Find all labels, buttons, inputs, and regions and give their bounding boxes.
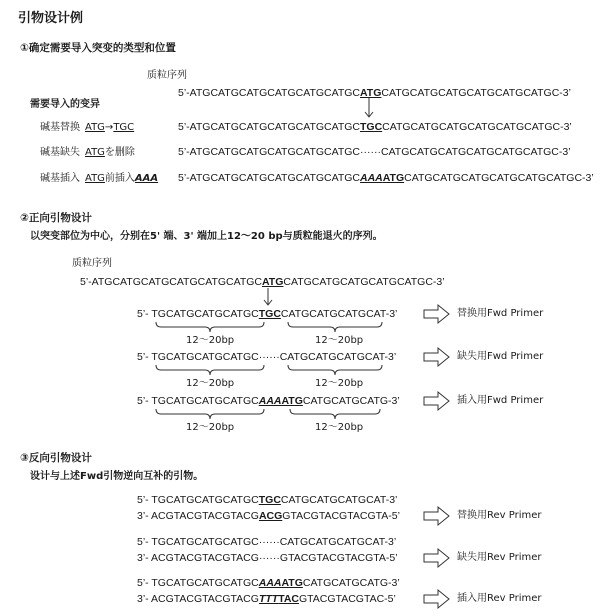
s2-range-label: 12～20bp	[315, 422, 364, 433]
s2-plasmid-label: 质粒序列	[72, 258, 112, 269]
s1-row-deletion-seq: 5’-ATGCATGCATGCATGCATGCATGC······CATGCATGCATGCATGCATGCATGC-3’	[178, 146, 571, 158]
s2-range-label: 12～20bp	[186, 335, 235, 346]
s3-rev-substitution-label: 替换用Rev Primer	[457, 510, 542, 521]
right-arrow-icon	[424, 549, 449, 567]
s1-row-insertion-name: 碱基插入	[40, 173, 80, 184]
brace-icon	[290, 409, 380, 419]
s2-range-label: 12～20bp	[186, 378, 235, 389]
s2-fwd-substitution-primer: 5’- TGCATGCATGCATGCTGCCATGCATGCATGCAT-3’	[137, 308, 398, 320]
right-arrow-icon	[424, 305, 449, 323]
s1-row-substitution-seq: 5’-ATGCATGCATGCATGCATGCATGCTGCCATGCATGCATGCATGCATGCATGC-3’	[178, 121, 572, 133]
page-title: 引物设计例	[18, 11, 84, 26]
s2-down-arrow-icon	[264, 288, 272, 305]
brace-icon	[288, 322, 382, 332]
s2-range-label: 12～20bp	[315, 335, 364, 346]
s1-row-substitution-desc: ATG→TGC	[85, 122, 135, 133]
section3-heading: ③反向引物设计	[20, 452, 92, 464]
s2-fwd-insertion-primer: 5’- TGCATGCATGCATGCAAAATGCATGCATGCATG-3’	[137, 395, 400, 407]
brace-icon	[156, 322, 264, 332]
s2-fwd-substitution-label: 替换用Fwd Primer	[457, 308, 544, 319]
brace-icon	[156, 365, 264, 375]
s3-pair-deletion-bottom: 3’- ACGTACGTACGTACG······GTACGTACGTACGTA-5’	[137, 552, 398, 564]
s2-description: 以突变部位为中心，分别在5' 端、3' 端加上12～20 bp与质粒能退火的序列。	[30, 231, 383, 242]
s2-plasmid-sequence: 5’-ATGCATGCATGCATGCATGCATGCATGCATGCATGCATGCATGCATGC-3’	[80, 276, 445, 288]
s1-row-deletion-desc: ATGを删除	[85, 147, 135, 158]
s1-row-insertion-seq: 5’-ATGCATGCATGCATGCATGCATGCAAAATGCATGCATGCATGCATGCATGCATGC-3’	[178, 172, 594, 184]
s3-rev-insertion-label: 插入用Rev Primer	[457, 593, 542, 604]
s3-description: 设计与上述Fwd引物逆向互补的引物。	[30, 471, 204, 482]
s1-plasmid-label: 质粒序列	[147, 70, 187, 81]
right-arrow-icon	[424, 590, 449, 608]
right-arrow-icon	[424, 392, 449, 410]
s3-pair-substitution-bottom: 3’- ACGTACGTACGTACGACGGTACGTACGTACGTA-5’	[137, 510, 400, 522]
s3-pair-substitution-top: 5’- TGCATGCATGCATGCTGCCATGCATGCATGCAT-3’	[137, 494, 398, 506]
s3-rev-deletion-label: 缺失用Rev Primer	[457, 552, 542, 563]
s1-plasmid-sequence: 5’-ATGCATGCATGCATGCATGCATGCATGCATGCATGCATGCATGCATGCATGC-3’	[178, 87, 571, 99]
s2-fwd-deletion-label: 缺失用Fwd Primer	[457, 351, 544, 362]
s2-range-label: 12～20bp	[315, 378, 364, 389]
s1-down-arrow-icon	[365, 98, 373, 117]
s2-range-label: 12～20bp	[186, 422, 235, 433]
right-arrow-icon	[424, 348, 449, 366]
s1-row-deletion-name: 碱基缺失	[40, 147, 80, 158]
s3-pair-insertion-bottom: 3’- ACGTACGTACGTACGTTTTACGTACGTACGTAC-5’	[137, 593, 396, 605]
s1-mutation-types-label: 需要导入的变异	[30, 99, 100, 110]
brace-icon	[156, 409, 264, 419]
section1-heading: ①确定需要导入突变的类型和位置	[20, 42, 176, 54]
s2-fwd-deletion-primer: 5’- TGCATGCATGCATGC······CATGCATGCATGCAT-3’	[137, 351, 397, 363]
s1-row-insertion-desc: ATG前插入AAA	[85, 173, 159, 184]
brace-icon	[288, 365, 382, 375]
s2-fwd-insertion-label: 插入用Fwd Primer	[457, 395, 544, 406]
s3-pair-deletion-top: 5’- TGCATGCATGCATGC······CATGCATGCATGCAT-3’	[137, 536, 397, 548]
section2-heading: ②正向引物设计	[20, 212, 92, 224]
s3-pair-insertion-top: 5’- TGCATGCATGCATGCAAAATGCATGCATGCATG-3’	[137, 577, 400, 589]
s1-row-substitution-name: 碱基替换	[40, 122, 80, 133]
right-arrow-icon	[424, 507, 449, 525]
